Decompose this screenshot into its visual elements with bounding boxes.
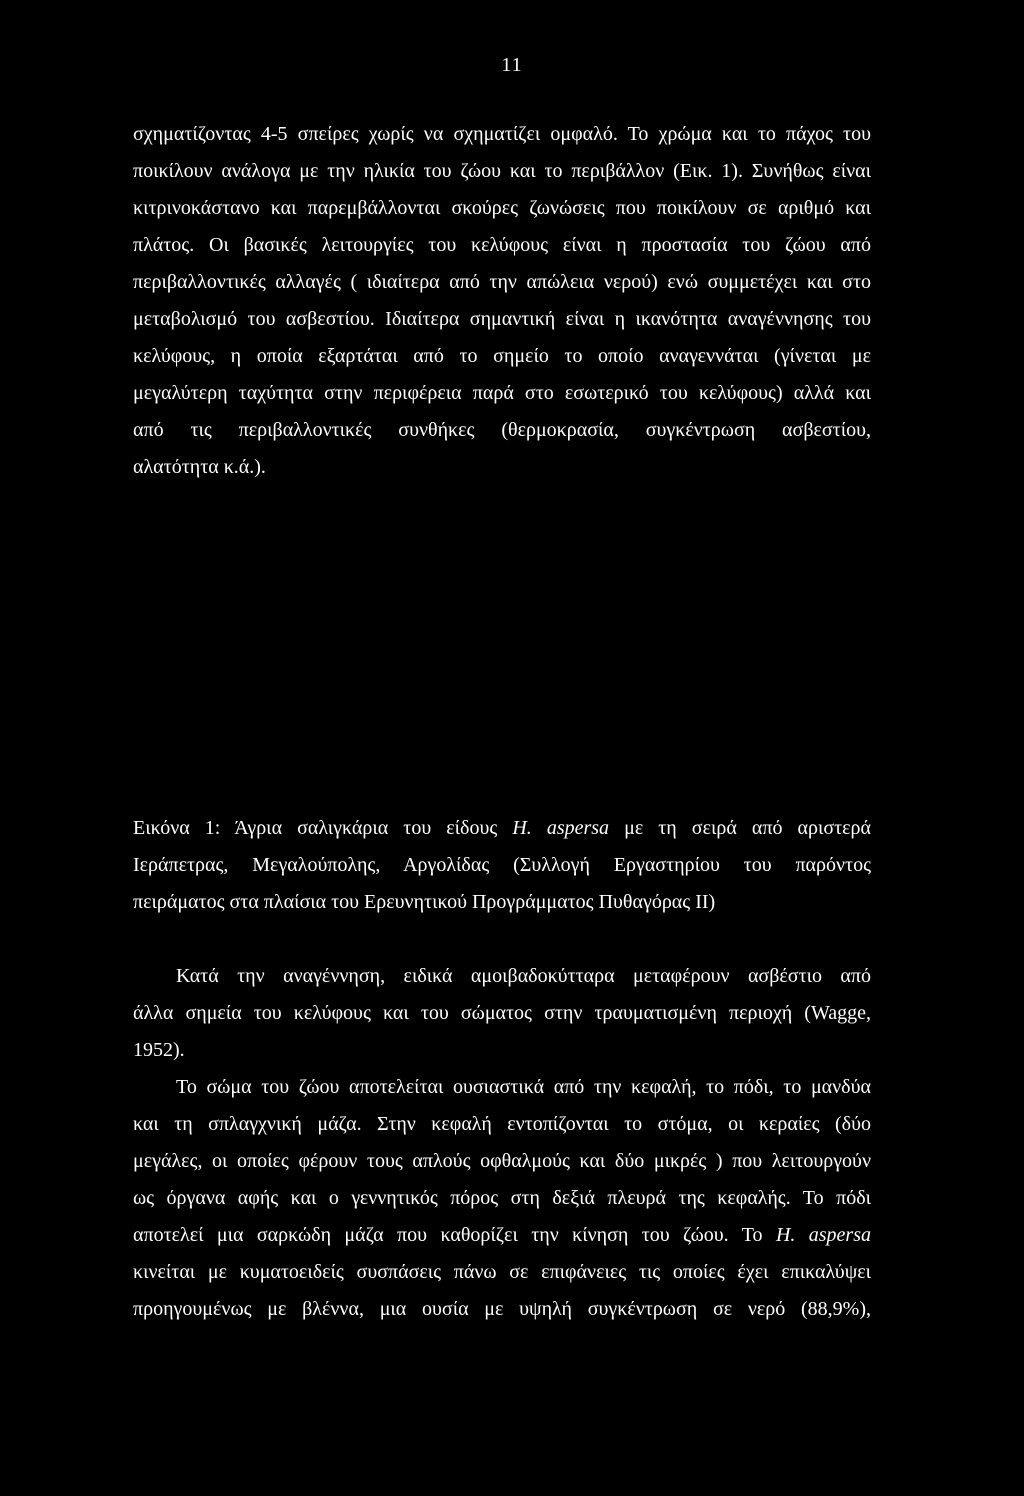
text-line: προηγουμένως με βλέννα, μια ουσία με υψηλή συγκέντρωση σε νερό (88,9%), xyxy=(133,1298,871,1320)
text-line: 1952). xyxy=(133,1039,185,1061)
species-name: H. aspersa xyxy=(775,1224,871,1246)
caption-line: πειράματος στα πλαίσια του Ερευνητικού Προγράμματος Πυθαγόρας ΙΙ) xyxy=(133,891,716,913)
text-line: μεγάλες, οι οποίες φέρουν τους απλούς οφθαλμούς και δύο μικρές ) που λειτουργούν xyxy=(133,1150,871,1172)
page-number: 11 xyxy=(501,54,523,76)
caption-line: Ιεράπετρας, Μεγαλούπολης, Αργολίδας (Συλλογή Εργαστηρίου του παρόντος xyxy=(133,854,871,876)
text-line: άλλα σημεία του κελύφους και του σώματος στην τραυματισμένη περιοχή (Wagge, xyxy=(133,1002,871,1024)
text-line: κελύφους, η οποία εξαρτάται από το σημείο το οποίο αναγεννάται (γίνεται με xyxy=(133,345,871,367)
text-line xyxy=(133,1221,871,1249)
caption-text: Εικόνα 1: Άγρια σαλιγκάρια του είδους xyxy=(133,817,513,839)
body-text: αποτελεί μια σαρκώδη μάζα που καθορίζει την κίνηση του ζώου. Το xyxy=(133,1224,776,1246)
text-line: κιτρινοκάστανο και παρεμβάλλονται σκούρες ζωνώσεις που ποικίλουν σε αριθμό και xyxy=(133,197,871,219)
text-line: από τις περιβαλλοντικές συνθήκες (θερμοκρασία, συγκέντρωση ασβεστίου, xyxy=(133,419,871,441)
text-line: ποικίλουν ανάλογα με την ηλικία του ζώου και το περιβάλλον (Εικ. 1). Συνήθως είναι xyxy=(133,160,871,182)
species-name: H. aspersa xyxy=(512,817,610,839)
text-line: μεγαλύτερη ταχύτητα στην περιφέρεια παρά στο εσωτερικό του κελύφους) αλλά και xyxy=(133,382,871,404)
text-line: κινείται με κυματοειδείς συσπάσεις πάνω σε επιφάνειες τις οποίες έχει επικαλύψει xyxy=(133,1261,871,1283)
text-line: σχηματίζοντας 4-5 σπείρες χωρίς να σχηματίζει ομφαλό. Το χρώμα και το πάχος του xyxy=(133,123,871,145)
text-line: Κατά την αναγέννηση, ειδικά αμοιβαδοκύτταρα μεταφέρουν ασβέστιο από xyxy=(176,965,871,987)
caption-line xyxy=(133,814,871,842)
text-line: Το σώμα του ζώου αποτελείται ουσιαστικά από την κεφαλή, το πόδι, το μανδύα xyxy=(176,1076,871,1098)
text-line: αλατότητα κ.ά.). xyxy=(133,456,266,478)
text-line: πλάτος. Οι βασικές λειτουργίες του κελύφους είναι η προστασία του ζώου από xyxy=(133,234,871,256)
text-line: μεταβολισμό του ασβεστίου. Ιδιαίτερα σημαντική είναι η ικανότητα αναγέννησης του xyxy=(133,308,871,330)
text-line: και τη σπλαγχνική μάζα. Στην κεφαλή εντοπίζονται το στόμα, οι κεραίες (δύο xyxy=(133,1113,871,1135)
text-line: περιβαλλοντικές αλλαγές ( ιδιαίτερα από την απώλεια νερού) ενώ συμμετέχει και στο xyxy=(133,271,871,293)
text-line: ως όργανα αφής και ο γεννητικός πόρος στη δεξιά πλευρά της κεφαλής. Το πόδι xyxy=(133,1187,871,1209)
caption-text: με τη σειρά από αριστερά xyxy=(609,817,872,839)
